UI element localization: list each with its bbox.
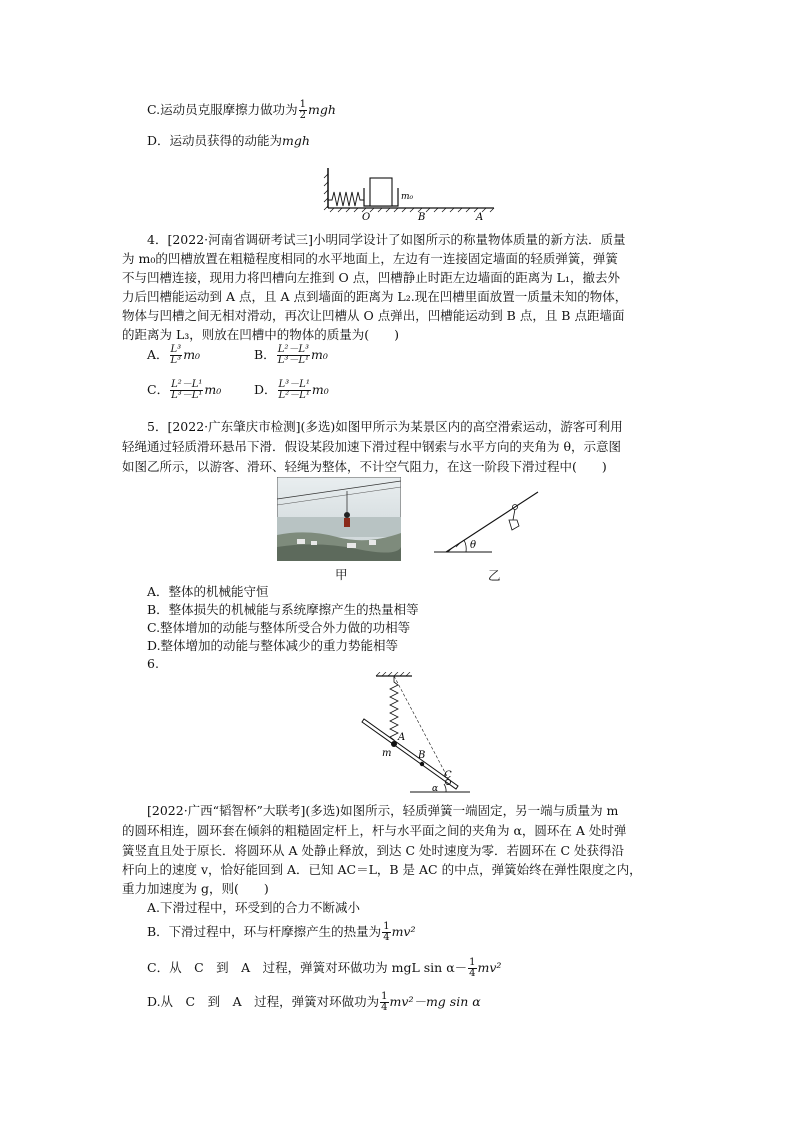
- fraction-numerator: L²－L¹: [171, 379, 203, 390]
- fraction-numerator: L²－L³: [277, 344, 309, 355]
- label-B: B: [418, 212, 426, 223]
- option-tail: m₀: [311, 347, 328, 362]
- fraction-denominator: 4: [383, 932, 390, 943]
- fraction-denominator: L³－L¹: [277, 355, 309, 366]
- angle-theta: θ: [470, 540, 477, 551]
- q6-option-d-fraction: [380, 992, 388, 1013]
- q4-line-4: 力后凹槽能运动到 A 点，且 A 点到墙面的距离为 L₂.现在凹槽里面放置一质量未知的物体，: [122, 289, 628, 304]
- q4-line-5: 物体与凹槽之间无相对滑动，再次让凹槽从 O 点弹出，凹槽能运动到 B 点，且 B 点距墙面: [122, 308, 625, 323]
- diagram-caption: 乙: [488, 568, 501, 583]
- option-label: D．: [254, 382, 277, 397]
- q4-option-a: [147, 345, 200, 366]
- option-tail: mv²－mg sin α: [389, 994, 481, 1009]
- object-block: [370, 178, 392, 206]
- label-b: B: [418, 750, 426, 761]
- groove-spring-figure: [322, 166, 502, 224]
- q5-line-3: 如图乙所示，以游客、滑环、轻绳为整体，不计空气阻力，在这一阶段下滑过程中( ): [122, 459, 607, 474]
- option-text: C．从 C 到 A 过程，弹簧对环做功为 mgL sin α－: [147, 960, 468, 975]
- q4-line-1: 4．[2022·河南省调研考试三]小明同学设计了如图所示的称量物体质量的新方法．质量: [147, 232, 626, 247]
- zipline-photo: [277, 477, 401, 561]
- q4-option-d-fraction: [278, 380, 311, 401]
- q3-option-c-fraction: [299, 100, 307, 121]
- q6-option-d: [147, 992, 481, 1013]
- option-tail: mv²: [477, 960, 502, 975]
- q4-line-6: 的距离为 L₃，则放在凹槽中的物体的质量为( ): [122, 327, 400, 342]
- q3-option-c-tail: mgh: [307, 102, 336, 117]
- q6-line-4: 杆向上的速度 v，恰好能回到 A．已知 AC＝L，B 是 AC 的中点，弹簧始终在弹性限度之内，: [122, 862, 642, 877]
- label-alpha: α: [432, 784, 439, 794]
- q6-option-c-fraction: [468, 958, 476, 979]
- q6-line-1: [2022·广西“韬智杯”大联考](多选)如图所示，轻质弹簧一端固定，另一端与质量为 m: [147, 803, 619, 818]
- option-tail: mv²: [391, 924, 416, 939]
- option-tail: m₀: [183, 347, 201, 362]
- fraction-denominator: 4: [381, 1002, 388, 1013]
- q6-option-b: [147, 922, 416, 943]
- option-label: B．: [254, 347, 276, 362]
- fraction-denominator: L³－L¹: [171, 390, 203, 401]
- fraction-numerator: L³－L¹: [278, 379, 310, 390]
- q6-line-2: 的圆环相连，圆环套在倾斜的粗糙固定杆上，杆与水平面之间的夹角为 α，圆环在 A 处时弹: [122, 823, 627, 838]
- q5-option-c: C.整体增加的动能与整体所受合外力做的功相等: [147, 620, 411, 635]
- option-text: D.从 C 到 A 过程，弹簧对环做功为: [147, 994, 380, 1009]
- fraction-denominator: 4: [469, 968, 476, 979]
- ring-at-a: [391, 741, 397, 747]
- label-A: A: [476, 212, 484, 223]
- q4-line-2: 为 m₀的凹槽放置在粗糙程度相同的水平地面上，左边有一连接固定墙面的轻质弹簧，弹簧: [122, 251, 618, 266]
- q3-option-c: [147, 100, 336, 121]
- label-c: C: [444, 770, 452, 781]
- q5-option-b: B．整体损失的机械能与系统摩擦产生的热量相等: [147, 602, 419, 617]
- fraction-numerator: 1: [299, 99, 306, 110]
- fraction-numerator: 1: [381, 991, 388, 1002]
- fraction-numerator: 1: [383, 921, 390, 932]
- option-text: B．下滑过程中，环与杆摩擦产生的热量为: [147, 924, 382, 939]
- fraction-denominator: 2: [299, 110, 306, 121]
- rider-icon: [509, 520, 519, 530]
- q3-option-d-tail: mgh: [282, 133, 310, 148]
- fraction-denominator: L²－L¹: [278, 390, 310, 401]
- q4-option-b: [254, 345, 328, 366]
- q6-option-b-fraction: [382, 922, 390, 943]
- q5-option-d: D.整体增加的动能与整体减少的重力势能相等: [147, 638, 399, 653]
- q3-option-d: [147, 133, 310, 148]
- option-label: A．: [147, 347, 169, 362]
- q3-option-d-text: D．运动员获得的动能为: [147, 133, 283, 148]
- point-b: [420, 762, 424, 766]
- q4-option-d: [254, 380, 329, 401]
- q5-line-2: 轻绳通过轻质滑环悬吊下滑．假设某段加速下滑过程中钢索与水平方向的夹角为 θ，示意图: [122, 439, 622, 454]
- label-a: A: [398, 732, 406, 743]
- label-m: m: [382, 748, 392, 759]
- label-O: O: [362, 212, 371, 223]
- q6-line-5: 重力加速度为 g，则( ): [122, 881, 269, 896]
- ground-hatching: [330, 208, 494, 212]
- q5-line-1: 5．[2022·广东肇庆市检测](多选)如图甲所示为某景区内的高空滑索运动，游客可利用: [147, 419, 623, 434]
- q5-option-a: A．整体的机械能守恒: [147, 584, 269, 599]
- q4-option-a-fraction: [170, 345, 183, 366]
- q6-number: 6.: [147, 656, 159, 671]
- q4-option-c-fraction: [170, 380, 203, 401]
- q6-line-3: 簧竖直且处于原长．将圆环从 A 处静止释放，到达 C 处时速度为零．若圆环在 C 处获得沿: [122, 843, 624, 858]
- spring-vertical: [390, 676, 398, 744]
- q4-option-c: [147, 380, 221, 401]
- spring-zigzag: [328, 192, 364, 206]
- option-tail: m₀: [311, 382, 329, 397]
- option-label: C．: [147, 382, 170, 397]
- photo-caption: 甲: [335, 567, 348, 582]
- q6-option-c: [147, 958, 501, 979]
- incline-rod-figure: [352, 672, 472, 796]
- q6-option-a: A.下滑过程中，环受到的合力不断减小: [147, 900, 361, 915]
- q4-option-b-fraction: [277, 345, 310, 366]
- rider-figure: [344, 512, 350, 518]
- fraction-numerator: 1: [469, 957, 476, 968]
- fraction-numerator: L³: [170, 344, 182, 355]
- zipline-diagram: [432, 490, 542, 560]
- fraction-denominator: L³: [170, 355, 182, 366]
- option-tail: m₀: [204, 382, 222, 397]
- q4-line-3: 不与凹槽连接，现用力将凹槽向左推到 O 点，凹槽静止时距左边墙面的距离为 L₁，撤去外: [122, 270, 620, 285]
- q3-option-c-text: C.运动员克服摩擦力做功为: [147, 102, 298, 117]
- label-m0: m₀: [401, 192, 414, 202]
